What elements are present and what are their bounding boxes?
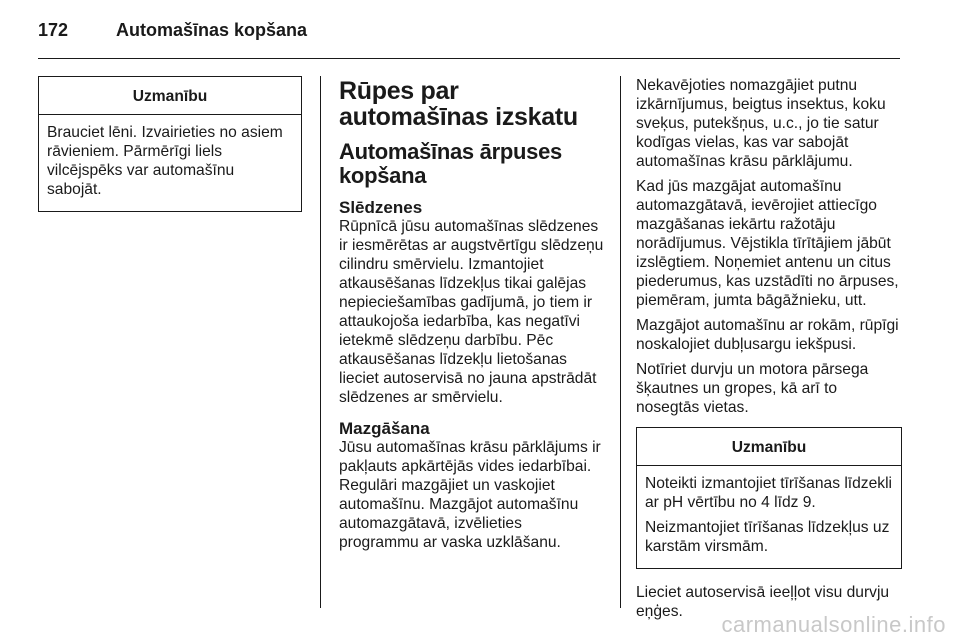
watermark: carmanualsonline.info [721,612,946,637]
header-divider [38,58,900,59]
paragraph: Mazgājot automašīnu ar rokām, rūpīgi noskalojiet dubļusargu iekšpusi. [636,317,899,353]
warning-title: Uzmanību [39,77,301,115]
paragraph: Notīriet durvju un motora pārsega šķautnes un gropes, kā arī to nosegtās vietas. [636,361,869,416]
warning-text: Brauciet lēni. Izvairieties no asiem rāvieniem. Pārmērīgi liels vilcējspēks var automašīnu sabojāt. [47,124,283,198]
warning-body [39,115,301,211]
warning-box [636,427,902,569]
page-header [38,20,307,41]
column-divider-1 [320,76,321,608]
warning-box [38,76,302,212]
paragraph: Lieciet autoservisā ieeļļot visu durvju eņģes. [636,584,890,620]
warning-body [637,466,901,568]
section-heading: Rūpes par automašīnas izskatu [339,77,578,131]
warning-text: Neizmantojiet tīrīšanas līdzekļus uz karstām virsmām. [645,519,890,555]
washing-text: Jūsu automašīnas krāsu pārklājums ir pakļauts apkārtējās vides iedarbībai. Regulāri mazgājiet un vaskojiet automašīnu. Mazgājot automašīnu automazgātavā, izvēlieties programmu ar vaska uzklāšanu. [339,439,601,551]
subsection-heading: Automašīnas ārpuses kopšana [339,139,562,188]
washing-heading: Mazgāšana [339,419,430,438]
paragraph: Nekavējoties nomazgājiet putnu izkārnījumus, beigtus insektus, koku sveķus, putekšņus, u.c., jo tie satur kodīgas vielas, kas var sabojāt automašīnas krāsu pārklājumu. [636,77,886,170]
locks-text: Rūpnīcā jūsu automašīnas slēdzenes ir iesmērētas ar augstvērtīgu slēdzeņu cilindru smērvielu. Izmantojiet atkausēšanas līdzekļus tikai galējas nepieciešamības gadījumā, jo tiem ir attaukojoša iedarbība, kas negatīvi ietekmē slēdzeņu darbību. Pēc atkausēšanas līdzekļu lietošanas lieciet autoservisā no jauna apstrādāt slēdzenes ar smērvielu. [339,218,604,406]
column-middle [339,76,605,558]
chapter-title: Automašīnas kopšana [116,20,308,40]
column-left [38,76,302,212]
column-right [636,76,902,627]
locks-heading: Slēdzenes [339,198,423,217]
paragraph: Kad jūs mazgājat automašīnu automazgātavā, ievērojiet attiecīgo mazgāšanas iekārtu ražotāju norādījumus. Vējstikla tīrītājiem jābūt izslēgtiem. Noņemiet antenu un citus piederumus, kas uzstādīti no ārpuses, piemēram, jumta bāgāžnieku, utt. [636,178,899,309]
column-divider-2 [620,76,621,608]
warning-text: Noteikti izmantojiet tīrīšanas līdzekli ar pH vērtību no 4 līdz 9. [645,475,892,511]
page-number: 172 [38,20,69,40]
warning-title: Uzmanību [637,428,901,466]
